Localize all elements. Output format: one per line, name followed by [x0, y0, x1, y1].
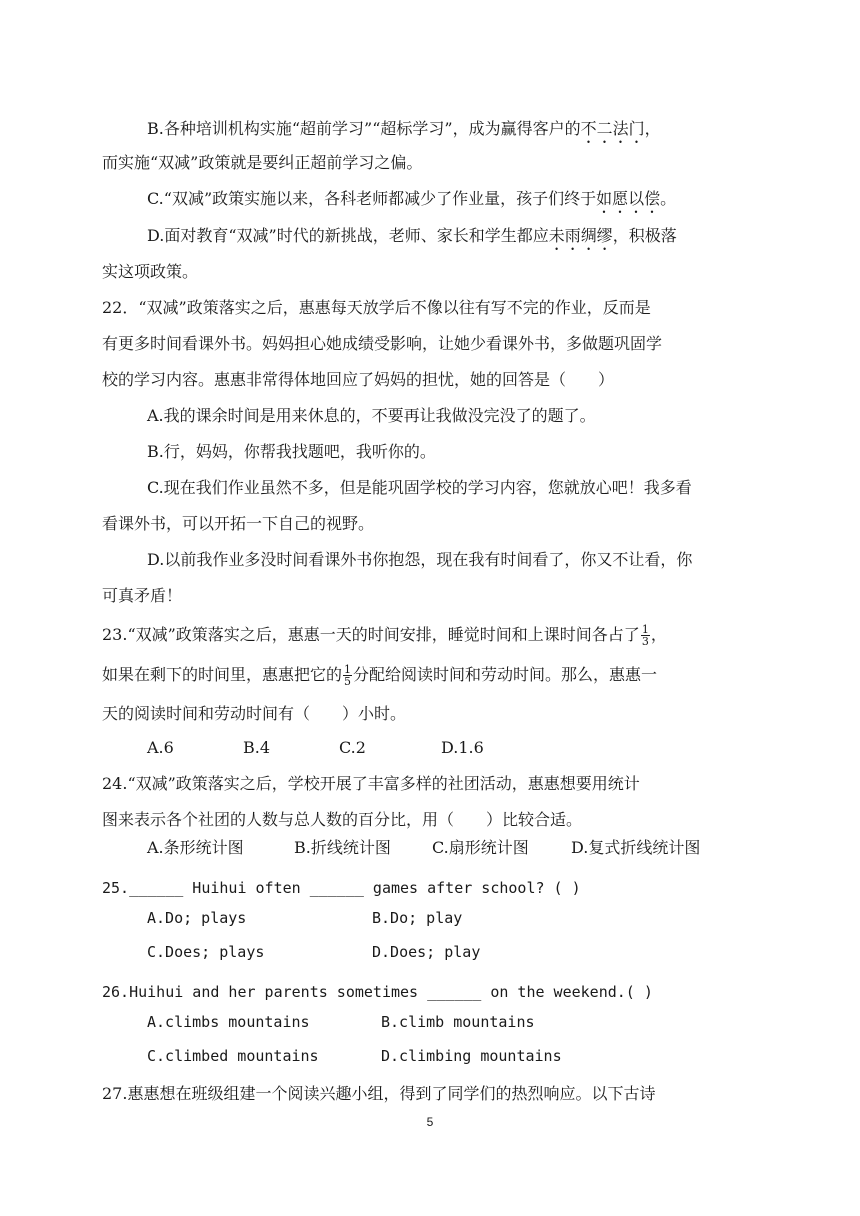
- q22-option-d-line2: 可真矛盾！: [102, 586, 183, 605]
- q27-stem-line1: 27.惠惠想在班级组建一个阅读兴趣小组，得到了同学们的热烈响应。以下古诗: [102, 1084, 656, 1103]
- q25-option: C.Does; plays: [147, 943, 265, 961]
- q23-option: A.6: [147, 738, 174, 757]
- q26-option: D.climbing mountains: [381, 1047, 562, 1065]
- q23-option: B.4: [243, 738, 271, 757]
- q24-option: B.折线统计图: [294, 838, 391, 857]
- q22-option-d-line1: D.以前我作业多没时间看课外书你抱怨，现在我有时间看了，你又不让看，你: [147, 550, 693, 569]
- q23-stem-line1: 23.“双减”政策落实之后，惠惠一天的时间安排，睡觉时间和上课时间各占了 $\frac{1}{3}$ ，: [102, 623, 667, 648]
- fraction-one-fifth: $\frac{1}{5}$: [344, 663, 352, 688]
- q21-option-d-line2: 实这项政策。: [102, 262, 199, 281]
- q23-stem-line2: 如果在剩下的时间里，惠惠把它的 $\frac{1}{5}$ 分配给阅读时间和劳动时间。那么，惠惠一: [102, 663, 658, 688]
- emphasized-idiom: 未雨绸缪: [548, 226, 613, 245]
- q21-option-c: C.“双减”政策实施以来，各科老师都减少了作业量，孩子们终于如愿以偿。: [147, 189, 677, 208]
- q22-option-a: A.我的课余时间是用来休息的，不要再让我做没完没了的题了。: [147, 406, 596, 425]
- q26-option: A.climbs mountains: [147, 1013, 310, 1031]
- q25-option: A.Do; plays: [147, 909, 247, 927]
- emphasized-idiom: 不二法门: [580, 119, 645, 138]
- q21-option-b-line1: B.各种培训机构实施“超前学习”“超标学习”，成为赢得客户的不二法门，: [147, 119, 661, 138]
- fraction-one-third: $\frac{1}{3}$: [641, 623, 649, 648]
- q22-option-b: B.行，妈妈，你帮我找题吧，我听你的。: [147, 442, 436, 461]
- q21-option-d-line1: D.面对教育“双减”时代的新挑战，老师、家长和学生都应未雨绸缪，积极落: [147, 226, 677, 245]
- q23-option: D.1.6: [441, 738, 484, 757]
- q26-stem: 26.Huihui and her parents sometimes ______ on the weekend.( ): [102, 983, 653, 1001]
- q26-option: C.climbed mountains: [147, 1047, 319, 1065]
- q21-option-b-line2: 而实施“双减”政策就是要纠正超前学习之偏。: [102, 153, 423, 172]
- q24-option: D.复式折线统计图: [571, 838, 701, 857]
- q22-option-c-line2: 看课外书，可以开拓一下自己的视野。: [102, 514, 375, 533]
- q24-stem-line2: 图来表示各个社团的人数与总人数的百分比，用（ ）比较合适。: [102, 810, 583, 829]
- emphasized-idiom: 如愿以偿: [596, 189, 661, 208]
- q25-stem: 25.______ Huihui often ______ games after school? ( ): [102, 879, 581, 897]
- q23-option: C.2: [339, 738, 366, 757]
- q26-option: B.climb mountains: [381, 1013, 535, 1031]
- page-number: 5: [426, 1115, 434, 1129]
- q22-stem-line3: 校的学习内容。惠惠非常得体地回应了妈妈的担忧，她的回答是（ ）: [102, 370, 615, 389]
- q25-option: B.Do; play: [372, 909, 463, 927]
- q25-option: D.Does; play: [372, 943, 481, 961]
- q22-option-c-line1: C.现在我们作业虽然不多，但是能巩固学校的学习内容，您就放心吧！我多看: [147, 478, 692, 497]
- q24-stem-line1: 24.“双减”政策落实之后，学校开展了丰富多样的社团活动，惠惠想要用统计: [102, 774, 640, 793]
- q23-stem-line3: 天的阅读时间和劳动时间有（ ）小时。: [102, 704, 407, 723]
- q22-stem-line1: 22．“双减”政策落实之后，惠惠每天放学后不像以往有写不完的作业，反而是: [102, 298, 651, 317]
- q24-option: A.条形统计图: [147, 838, 244, 857]
- q22-stem-line2: 有更多时间看课外书。妈妈担心她成绩受影响，让她少看课外书，多做题巩固学: [102, 334, 663, 353]
- q24-option: C.扇形统计图: [432, 838, 529, 857]
